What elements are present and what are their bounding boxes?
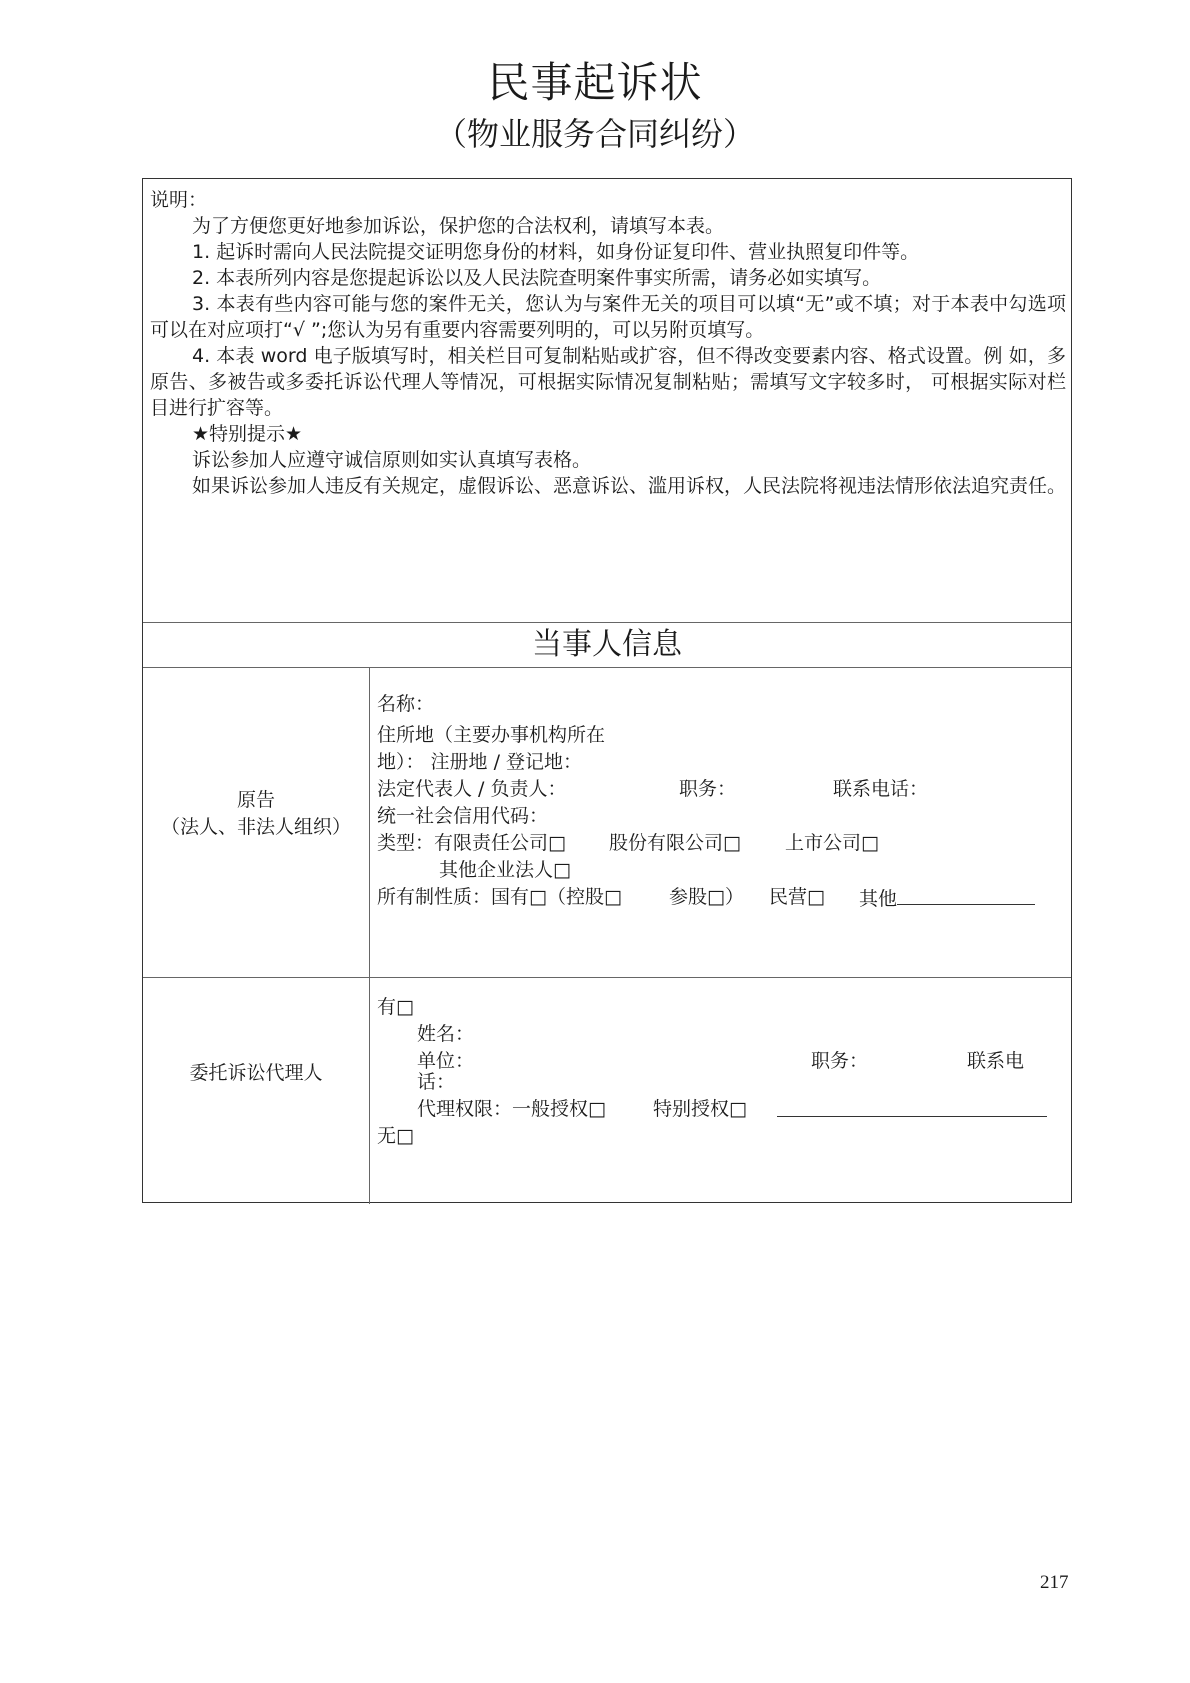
document-subtitle: （物业服务合同纠纷） xyxy=(434,115,755,153)
agent-unit-field[interactable]: 单位： xyxy=(417,1050,475,1072)
plaintiff-type-llc-checkbox[interactable]: 类型：有限责任公司□ xyxy=(377,832,566,854)
plaintiff-ownership-other-label: 其他 xyxy=(859,888,898,910)
plaintiff-type-listed-checkbox[interactable]: 上市公司□ xyxy=(785,832,879,854)
plaintiff-address-label-1: 住所地（主要办事机构所在 xyxy=(377,724,606,746)
plaintiff-name-field[interactable]: 名称： xyxy=(377,693,435,715)
plaintiff-type-other-checkbox[interactable]: 其他企业法人□ xyxy=(439,859,571,881)
instructions-block xyxy=(150,187,1066,499)
agent-label: 委托诉讼代理人 xyxy=(189,1062,323,1084)
divider xyxy=(143,667,1071,668)
plaintiff-ownership-share-checkbox[interactable]: 参股□） xyxy=(669,886,744,908)
divider xyxy=(143,977,1071,978)
plaintiff-ownership-state-checkbox[interactable]: 所有制性质：国有□（控股□ xyxy=(377,886,622,908)
agent-position-field[interactable]: 职务： xyxy=(811,1050,869,1072)
plaintiff-sublabel: （法人、非法人组织） xyxy=(160,816,351,838)
instruction-item-2: 2. 本表所列内容是您提起诉讼以及人民法院查明案件事实所需，请务必如实填写。 xyxy=(192,267,882,289)
agent-authority-blank[interactable] xyxy=(777,1096,1047,1117)
plaintiff-position-field[interactable]: 职务： xyxy=(679,778,737,800)
plaintiff-type-joint-stock-checkbox[interactable]: 股份有限公司□ xyxy=(609,832,741,854)
complaint-form-table xyxy=(142,178,1072,1203)
document-title: 民事起诉状 xyxy=(487,58,703,107)
instructions-intro: 为了方便您更好地参加诉讼，保护您的合法权利，请填写本表。 xyxy=(192,215,725,237)
agent-label-cell xyxy=(143,1060,369,1087)
plaintiff-ownership-private-checkbox[interactable]: 民营□ xyxy=(769,886,825,908)
plaintiff-phone-field[interactable]: 联系电话： xyxy=(833,778,929,800)
agent-special-authority-checkbox[interactable]: 特别授权□ xyxy=(653,1098,747,1120)
agent-phone-field[interactable]: 话： xyxy=(417,1071,456,1093)
party-info-heading: 当事人信息 xyxy=(532,627,682,662)
instruction-item-3: 3. 本表有些内容可能与您的案件无关，您认为与案件无关的项目可以填“无”或不填；对于本表中勾选项可以在对应项打“√ ”;您认为另有重要内容需要列明的，可以另附页填写。 xyxy=(150,293,1066,341)
plaintiff-ownership-other-blank[interactable] xyxy=(897,884,1035,905)
plaintiff-address-field[interactable]: 地）： 注册地 / 登记地： xyxy=(377,751,583,773)
instruction-item-1: 1. 起诉时需向人民法院提交证明您身份的材料，如身份证复印件、营业执照复印件等。 xyxy=(192,241,920,263)
plaintiff-ownership-other[interactable] xyxy=(859,884,1035,913)
special-notice-2: 如果诉讼参加人违反有关规定，虚假诉讼、恶意诉讼、滥用诉权，人民法院将视违法情形依法追究责任。 xyxy=(192,475,1067,497)
agent-details-cell xyxy=(377,994,1067,1150)
special-notice-1: 诉讼参加人应遵守诚信原则如实认真填写表格。 xyxy=(192,449,592,471)
agent-name-field[interactable]: 姓名： xyxy=(417,1023,475,1045)
page-number: 217 xyxy=(1040,1572,1069,1593)
agent-has-checkbox[interactable]: 有□ xyxy=(377,996,414,1018)
plaintiff-legal-rep-field[interactable]: 法定代表人 / 负责人： xyxy=(377,778,567,800)
instructions-heading: 说明： xyxy=(150,189,208,211)
plaintiff-label-cell xyxy=(143,787,369,841)
column-divider xyxy=(369,667,370,1204)
agent-general-authority-checkbox[interactable]: 代理权限：一般授权□ xyxy=(417,1098,606,1120)
instruction-item-4: 4. 本表 word 电子版填写时，相关栏目可复制粘贴或扩容，但不得改变要素内容、格式设置。例 如，多原告、多被告或多委托诉讼代理人等情况，可根据实际情况复制粘贴；需填写文字较多时， 可根据实际对栏目进行扩容等。 xyxy=(150,345,1066,419)
agent-none-checkbox[interactable]: 无□ xyxy=(377,1125,414,1147)
plaintiff-label: 原告 xyxy=(236,789,275,811)
agent-phone-label-1: 联系电 xyxy=(967,1050,1025,1072)
special-notice-heading: ★特别提示★ xyxy=(192,423,303,445)
plaintiff-details-cell xyxy=(377,691,1067,911)
plaintiff-credit-code-field[interactable]: 统一社会信用代码： xyxy=(377,805,549,827)
